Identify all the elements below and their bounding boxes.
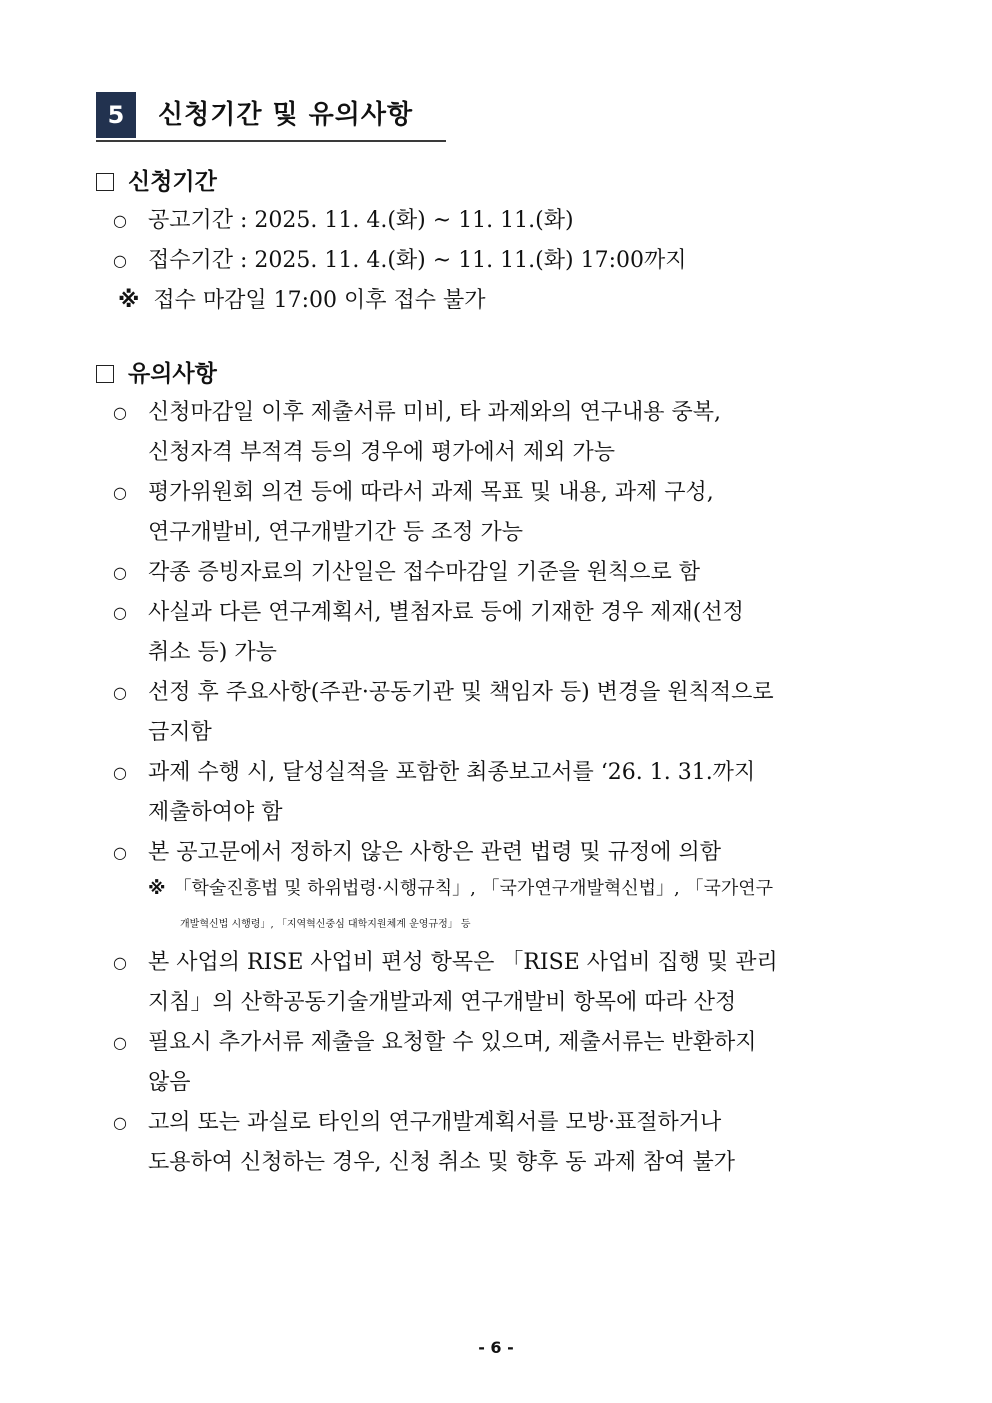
period-note-text: 접수 마감일 17:00 이후 접수 불가: [153, 288, 486, 313]
notes-item-line2: 연구개발비, 연구개발기간 등 조정 가능: [148, 520, 523, 545]
notes-item-5: [110, 676, 900, 710]
law-note-line1: [148, 874, 900, 904]
section-title: 신청기간 및 유의사항: [158, 100, 414, 130]
notes-item-10: [110, 1106, 900, 1140]
notes-item-line1: 선정 후 주요사항(주관·공동기관 및 책임자 등) 변경을 원칙적으로: [148, 680, 774, 705]
section-header: [96, 92, 446, 142]
circle-bullet-icon: ○: [113, 211, 127, 230]
reference-mark-icon: ※: [118, 288, 140, 313]
notes-item-2: [110, 476, 900, 510]
notes-item-line1: 고의 또는 과실로 타인의 연구개발계획서를 모방·표절하거나: [148, 1110, 722, 1135]
notes-item-line1: 본 공고문에서 정하지 않은 사항은 관련 법령 및 규정에 의함: [148, 840, 721, 865]
notes-item-line1: 본 사업의 RISE 사업비 편성 항목은 「RISE 사업비 집행 및 관리: [148, 950, 778, 975]
notes-item-line2: 않음: [148, 1070, 191, 1095]
notes-item-9: [110, 1026, 900, 1060]
notes-item-7: [110, 836, 900, 870]
notes-item-line1: 신청마감일 이후 제출서류 미비, 타 과제와의 연구내용 중복,: [148, 400, 721, 425]
circle-bullet-icon: ○: [113, 953, 127, 972]
notes-heading: [96, 357, 217, 391]
period-item-text: 접수기간 : 2025. 11. 4.(화) ~ 11. 11.(화) 17:00까지: [148, 248, 687, 273]
notes-item-5-cont: [110, 716, 900, 750]
checkbox-square-icon: [96, 173, 114, 191]
notes-item-6-cont: [110, 796, 900, 830]
notes-item-10-cont: [110, 1146, 900, 1180]
notes-item-6: [110, 756, 900, 790]
law-note-text: 개발혁신법 시행령」, 「지역혁신중심 대학지원체계 운영규정」 등: [180, 919, 471, 930]
circle-bullet-icon: ○: [113, 1113, 127, 1132]
notes-item-line2: 지침」의 산학공동기술개발과제 연구개발비 항목에 따라 산정: [148, 990, 737, 1015]
notes-item-4-cont: [110, 636, 900, 670]
period-note: [118, 284, 486, 318]
circle-bullet-icon: ○: [113, 1033, 127, 1052]
circle-bullet-icon: ○: [113, 563, 127, 582]
circle-bullet-icon: ○: [113, 251, 127, 270]
notes-item-line2: 금지함: [148, 720, 212, 745]
period-item-text: 공고기간 : 2025. 11. 4.(화) ~ 11. 11.(화): [148, 208, 574, 233]
notes-item-line2: 도용하여 신청하는 경우, 신청 취소 및 향후 동 과제 참여 불가: [148, 1150, 735, 1175]
notes-item-1-cont: [110, 436, 900, 470]
notes-item-3: [110, 556, 900, 590]
circle-bullet-icon: ○: [113, 483, 127, 502]
notes-item-line2: 신청자격 부적격 등의 경우에 평가에서 제외 가능: [148, 440, 616, 465]
notes-item-line1: 사실과 다른 연구계획서, 별첨자료 등에 기재한 경우 제재(선정: [148, 600, 744, 625]
period-heading: [96, 165, 217, 199]
notes-item-line1: 과제 수행 시, 달성실적을 포함한 최종보고서를 ‘26. 1. 31.까지: [148, 760, 756, 785]
notes-item-9-cont: [110, 1066, 900, 1100]
law-note-line2: [180, 910, 932, 940]
period-item-2: [110, 244, 900, 278]
page-number: - 6 -: [478, 1338, 514, 1357]
notes-item-line1: 필요시 추가서류 제출을 요청할 수 있으며, 제출서류는 반환하지: [148, 1030, 757, 1055]
checkbox-square-icon: [96, 365, 114, 383]
circle-bullet-icon: ○: [113, 843, 127, 862]
section-number-badge: 5: [96, 92, 136, 138]
circle-bullet-icon: ○: [113, 683, 127, 702]
notes-item-8: [110, 946, 900, 980]
notes-item-line2: 취소 등) 가능: [148, 640, 277, 665]
notes-item-8-cont: [110, 986, 900, 1020]
notes-item-line2: 제출하여야 함: [148, 800, 283, 825]
notes-heading-label: 유의사항: [128, 361, 217, 387]
notes-item-line1: 각종 증빙자료의 기산일은 접수마감일 기준을 원칙으로 함: [148, 560, 701, 585]
period-heading-label: 신청기간: [128, 169, 217, 195]
circle-bullet-icon: ○: [113, 603, 127, 622]
notes-item-1: [110, 396, 900, 430]
law-note-text: 「학술진흥법 및 하위법령·시행규칙」, 「국가연구개발혁신법」, 「국가연구: [173, 878, 774, 899]
reference-mark-icon: ※: [148, 878, 166, 899]
notes-item-4: [110, 596, 900, 630]
period-item-1: [110, 204, 900, 238]
notes-item-2-cont: [110, 516, 900, 550]
circle-bullet-icon: ○: [113, 403, 127, 422]
notes-item-line1: 평가위원회 의견 등에 따라서 과제 목표 및 내용, 과제 구성,: [148, 480, 714, 505]
circle-bullet-icon: ○: [113, 763, 127, 782]
